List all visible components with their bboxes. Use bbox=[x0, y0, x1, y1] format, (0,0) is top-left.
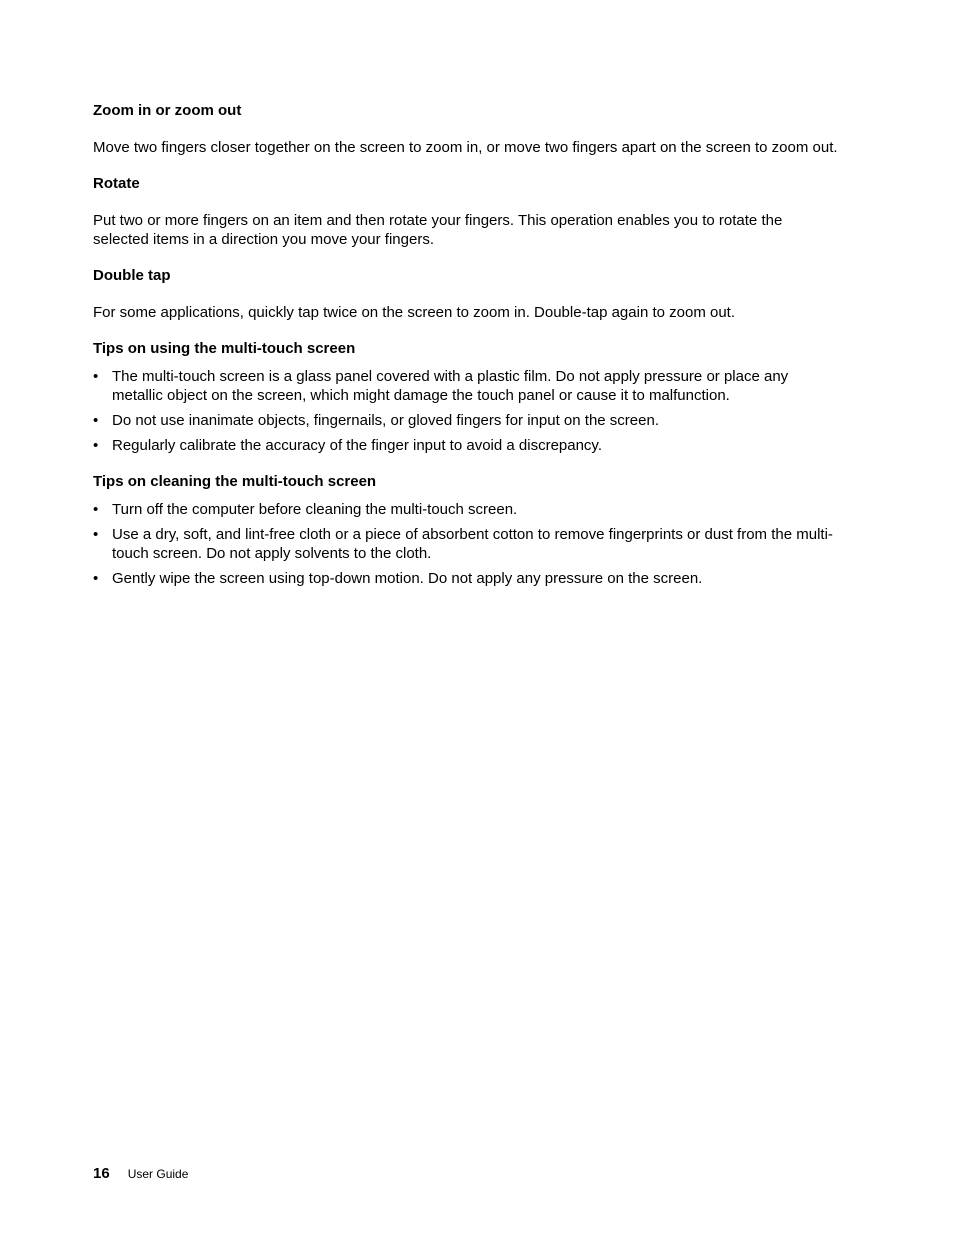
bullet: • bbox=[93, 526, 99, 543]
bullet: • bbox=[93, 570, 99, 587]
section-heading-zoom: Zoom in or zoom out bbox=[93, 102, 242, 119]
section-text-zoom: Move two fingers closer together on the screen to zoom in, or move two fingers apart on the screen to zoom out. bbox=[93, 139, 838, 156]
tips-cleaning-list bbox=[93, 500, 838, 588]
bullet: • bbox=[93, 368, 99, 385]
section-heading-tips-using: Tips on using the multi-touch screen bbox=[93, 340, 356, 357]
list-item bbox=[93, 500, 838, 519]
page-number: 16 bbox=[93, 1165, 110, 1182]
section-text-double-tap: For some applications, quickly tap twice on the screen to zoom in. Double-tap again to zoom out. bbox=[93, 304, 736, 321]
list-item bbox=[93, 525, 838, 563]
list-item-text: Use a dry, soft, and lint-free cloth or a piece of absorbent cotton to remove fingerprints or dust from the multi-touch screen. Do not apply solvents to the cloth. bbox=[112, 526, 833, 562]
section-heading-double-tap: Double tap bbox=[93, 267, 171, 284]
list-item bbox=[93, 367, 838, 405]
section-text-rotate: Put two or more fingers on an item and then rotate your fingers. This operation enables you to rotate the selected items in a direction you move your fingers. bbox=[93, 212, 783, 248]
list-item-text: Turn off the computer before cleaning the multi-touch screen. bbox=[112, 501, 518, 518]
list-item bbox=[93, 411, 838, 430]
page-content bbox=[93, 102, 838, 588]
bullet: • bbox=[93, 501, 99, 518]
document-title: User Guide bbox=[127, 1167, 189, 1181]
list-item bbox=[93, 569, 838, 588]
page-footer bbox=[93, 1165, 188, 1182]
section-heading-rotate: Rotate bbox=[93, 175, 140, 192]
list-item bbox=[93, 436, 838, 455]
section-heading-tips-cleaning: Tips on cleaning the multi-touch screen bbox=[93, 473, 377, 490]
list-item-text: The multi-touch screen is a glass panel covered with a plastic film. Do not apply pressure or place any metallic object on the screen, which might damage the touch panel or cause it to malfunction. bbox=[112, 368, 789, 404]
tips-using-list bbox=[93, 367, 838, 455]
bullet: • bbox=[93, 437, 99, 454]
list-item-text: Gently wipe the screen using top-down motion. Do not apply any pressure on the screen. bbox=[112, 570, 703, 587]
list-item-text: Do not use inanimate objects, fingernails, or gloved fingers for input on the screen. bbox=[112, 412, 659, 429]
bullet: • bbox=[93, 412, 99, 429]
list-item-text: Regularly calibrate the accuracy of the finger input to avoid a discrepancy. bbox=[112, 437, 602, 454]
